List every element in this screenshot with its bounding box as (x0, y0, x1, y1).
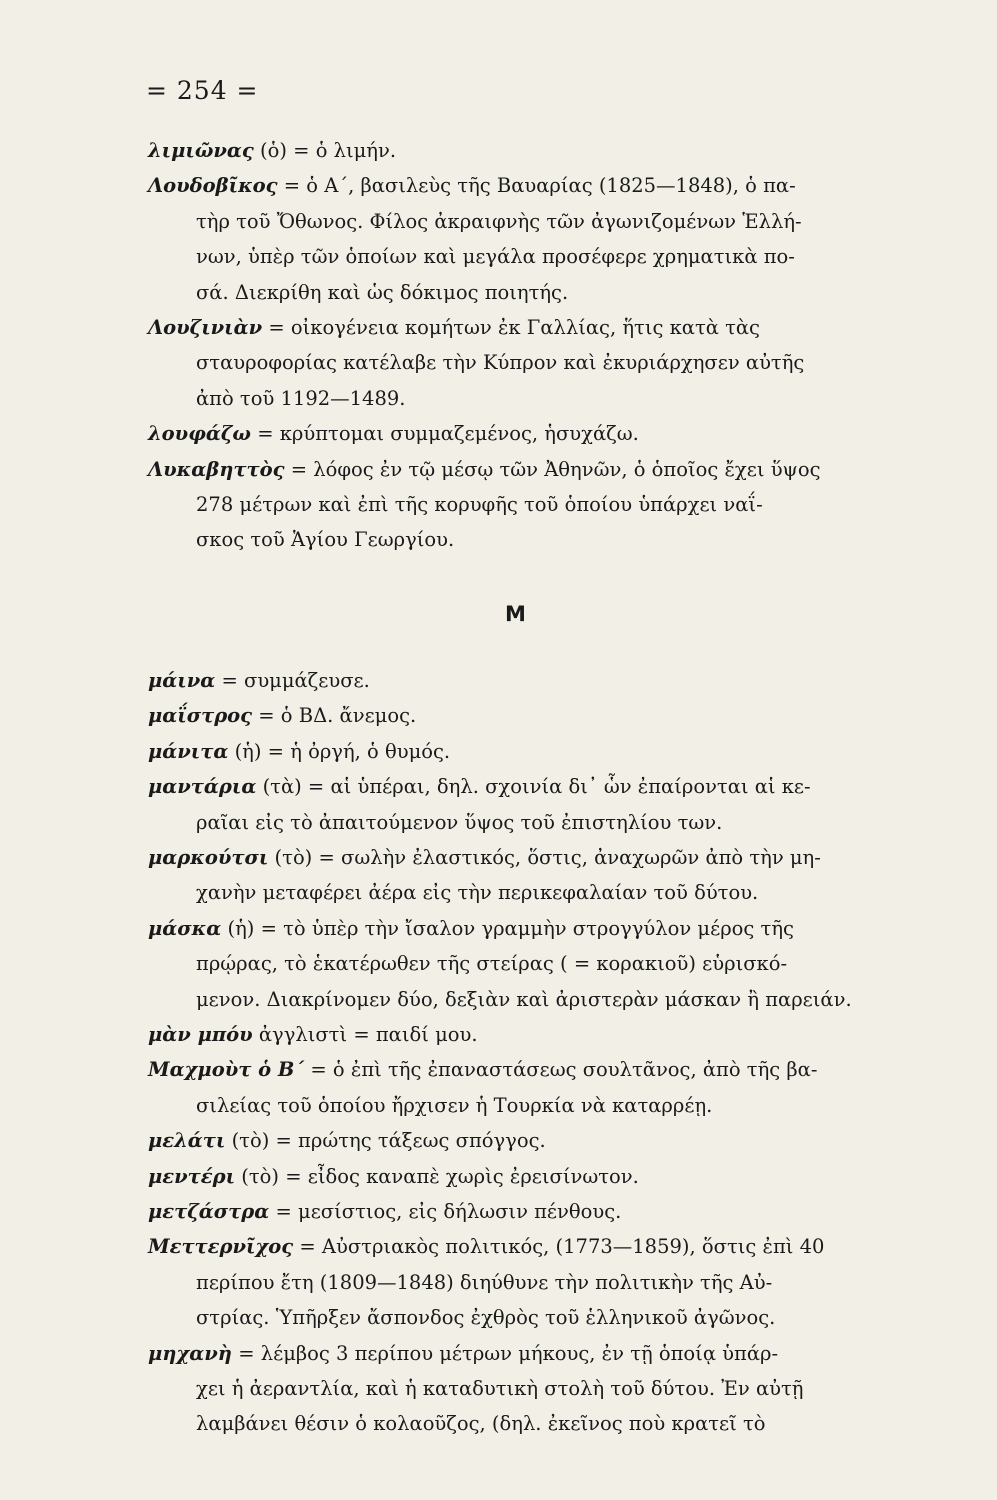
glossary-entry (148, 1194, 884, 1229)
glossary-entry (148, 1159, 884, 1194)
entry-headword: λουφάζω (148, 422, 251, 446)
entry-headword: Λυκαβηττὸς (148, 457, 285, 481)
entry-headword: μεντέρι (148, 1164, 236, 1188)
entry-definition: (τὰ) = αἱ ὑπέραι, δηλ. σχοινία δι᾿ ὧν ἐπαίρονται αἱ κε- (262, 775, 811, 799)
entry-headword: Λουδοβῖκος (148, 174, 278, 198)
glossary-entry (148, 133, 884, 168)
entry-definition: = ὁ ἐπὶ τῆς ἐπαναστάσεως σουλτᾶνος, ἀπὸ τῆς βα- (310, 1058, 818, 1082)
entry-definition: (τὸ) = εἶδος καναπὲ χωρὶς ἐρεισίνωτον. (241, 1164, 639, 1188)
entry-headword: μαρκούτσι (148, 845, 269, 869)
entry-continuation: μενον. Διακρίνομεν δύο, δεξιὰν καὶ ἀριστερὰν μάσκαν ἢ παρειάν. (196, 987, 852, 1011)
entry-headword: μετζάστρα (148, 1199, 270, 1223)
entry-headword: μαΐστρος (148, 704, 253, 728)
entry-continuation: σκος τοῦ Ἁγίου Γεωργίου. (196, 528, 455, 552)
entry-headword: μελάτι (148, 1129, 226, 1153)
entry-headword: μηχανὴ (148, 1341, 232, 1365)
page-number: = 254 = (146, 76, 259, 105)
entry-continuation: τὴρ τοῦ Ὄθωνος. Φίλος ἀκραιφνὴς τῶν ἀγωνιζομένων Ἑλλή- (196, 209, 802, 233)
entry-continuation: στρίας. Ὑπῆρξεν ἄσπονδος ἐχθρὸς τοῦ ἑλληνικοῦ ἀγῶνος. (196, 1306, 776, 1330)
entry-continuation: νων, ὑπὲρ τῶν ὁποίων καὶ μεγάλα προσέφερε χρηματικὰ πο- (196, 245, 795, 269)
glossary-entry (148, 1336, 884, 1442)
entry-definition: ἀγγλιστὶ = παιδί μου. (258, 1022, 478, 1046)
glossary-entry (148, 1229, 884, 1335)
entry-definition: = μεσίστιος, εἰς δήλωσιν πένθους. (275, 1199, 622, 1223)
entry-headword: λιμιῶνας (148, 139, 254, 162)
glossary-entry (148, 911, 884, 1017)
entry-headword: μάνιτα (148, 739, 229, 763)
entry-definition: = Αὐστριακὸς πολιτικός, (1773—1859), ὅστις ἐπὶ 40 (299, 1235, 825, 1259)
entry-continuation: πρῴρας, τὸ ἑκατέρωθεν τῆς στείρας ( = κορακιοῦ) εὑρισκό- (196, 952, 788, 976)
entry-headword: μὰν μπόυ (148, 1022, 253, 1046)
entry-continuation: λαμβάνει θέσιν ὁ κολαοῦζος, (δηλ. ἐκεῖνος ποὺ κρατεῖ τὸ (196, 1412, 766, 1436)
glossary-entry (148, 416, 884, 451)
glossary-entry (148, 1123, 884, 1158)
entry-continuation: σταυροφορίας κατέλαβε τὴν Κύπρον καὶ ἐκυριάρχησεν αὐτῆς (196, 351, 805, 375)
entry-continuation: ἀπὸ τοῦ 1192—1489. (196, 386, 406, 410)
entry-definition: (ὁ) = ὁ λιμήν. (260, 139, 397, 162)
entry-definition: (ἡ) = τὸ ὑπὲρ τὴν ἴσαλον γραμμὴν στρογγύλον μέρος τῆς (227, 916, 794, 940)
entry-headword: μάινα (148, 668, 216, 692)
glossary-entry (148, 452, 884, 558)
entry-continuation: περίπου ἔτη (1809—1848) διηύθυνε τὴν πολιτικὴν τῆς Αὐ- (196, 1270, 773, 1294)
glossary-entry (148, 698, 884, 733)
glossary-entry (148, 1017, 884, 1052)
entry-continuation: σιλείας τοῦ ὁποίου ἤρχισεν ἡ Τουρκία νὰ καταρρέῃ. (196, 1093, 713, 1117)
glossary-entry (148, 734, 884, 769)
glossary-entry (148, 168, 884, 310)
entry-continuation: χει ἡ ἀεραντλία, καὶ ἡ καταδυτικὴ στολὴ τοῦ δύτου. Ἐν αὐτῇ (196, 1377, 804, 1400)
entry-continuation: ραῖαι εἰς τὸ ἀπαιτούμενον ὕψος τοῦ ἐπιστηλίου των. (196, 810, 723, 834)
entry-definition: = συμμάζευσε. (221, 668, 370, 692)
entry-definition: (ἡ) = ἡ ὀργή, ὁ θυμός. (234, 739, 451, 763)
glossary-entry (148, 840, 884, 911)
entry-definition: = κρύπτομαι συμμαζεμένος, ἡσυχάζω. (257, 422, 639, 446)
entry-headword: Λουζινιὰν (148, 316, 263, 340)
glossary-entry (148, 310, 884, 416)
glossary-section-mu (148, 663, 884, 1442)
entry-headword: Μαχμοὺτ ὁ Β΄ (148, 1058, 305, 1082)
section-letter: Μ (505, 601, 527, 626)
entry-headword: μάσκα (148, 916, 222, 940)
glossary-text (148, 133, 884, 1442)
entry-definition: = λέμβος 3 περίπου μέτρων μήκους, ἐν τῇ ὁποίᾳ ὑπάρ- (238, 1341, 779, 1365)
glossary-entry (148, 769, 884, 840)
entry-definition: = λόφος ἐν τῷ μέσῳ τῶν Ἀθηνῶν, ὁ ὁποῖος ἔχει ὕψος (290, 457, 821, 481)
entry-definition: (τὸ) = σωλὴν ἐλαστικός, ὅστις, ἀναχωρῶν ἀπὸ τὴν μη- (274, 845, 821, 869)
entry-definition: = ὁ ΒΔ. ἄνεμος. (258, 704, 417, 728)
entry-continuation: χανὴν μεταφέρει ἀέρα εἰς τὴν περικεφαλαίαν τοῦ δύτου. (196, 881, 759, 905)
glossary-section-lambda (148, 133, 884, 558)
entry-headword: μαντάρια (148, 775, 257, 799)
entry-definition: (τὸ) = πρώτης τάξεως σπόγγος. (231, 1129, 546, 1153)
entry-definition: = ὁ Α΄, βασιλεὺς τῆς Βαυαρίας (1825—1848), ὁ πα- (283, 174, 796, 198)
glossary-entry (148, 663, 884, 698)
entry-definition: = οἰκογένεια κομήτων ἐκ Γαλλίας, ἥτις κατὰ τὰς (268, 316, 760, 340)
entry-headword: Μεττερνῖχος (148, 1235, 294, 1259)
glossary-entry (148, 1052, 884, 1123)
entry-continuation: 278 μέτρων καὶ ἐπὶ τῆς κορυφῆς τοῦ ὁποίου ὑπάρχει ναΐ- (196, 493, 763, 517)
entry-continuation: σά. Διεκρίθη καὶ ὡς δόκιμος ποιητής. (196, 280, 569, 304)
